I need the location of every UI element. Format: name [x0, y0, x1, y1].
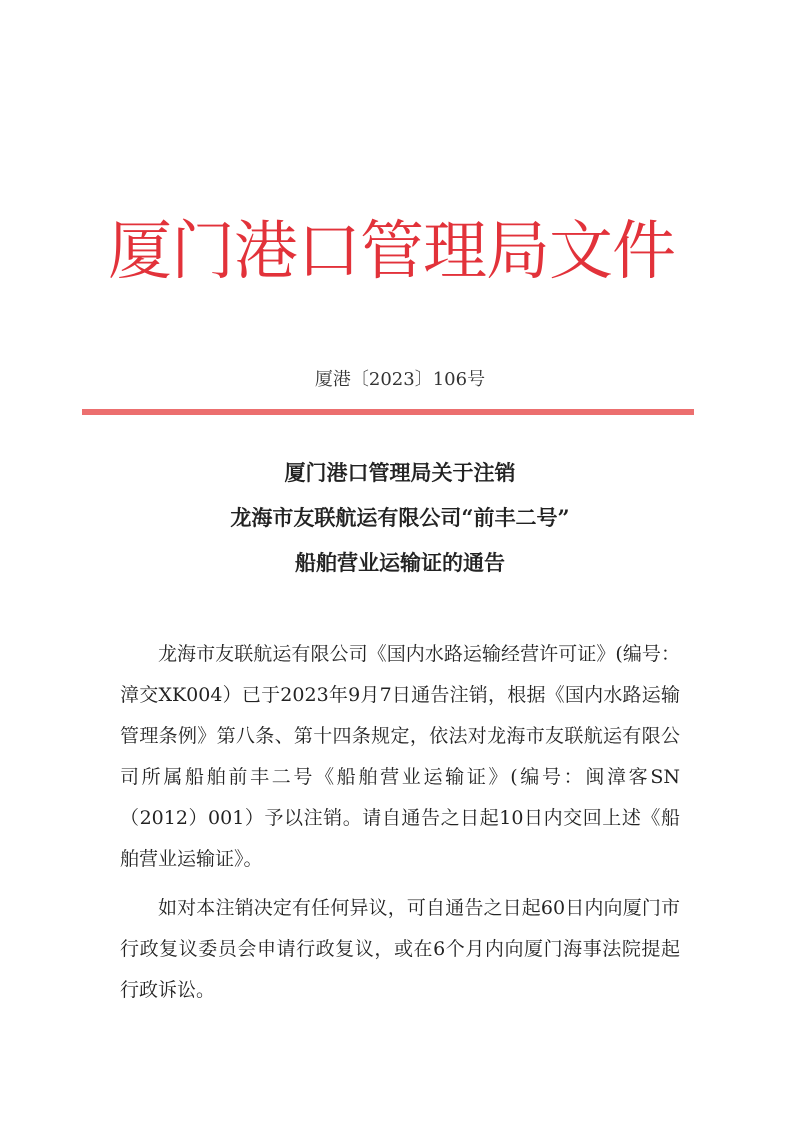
document-number: 厦港〔2023〕106号: [314, 369, 486, 390]
notice-title: [0, 450, 800, 585]
notice-title-line-1: 厦门港口管理局关于注销: [284, 460, 516, 485]
notice-title-line-2: 龙海市友联航运有限公司“前丰二号”: [230, 505, 570, 530]
notice-body: [120, 634, 680, 1011]
notice-title-line-3: 船舶营业运输证的通告: [295, 550, 505, 575]
red-divider-line: [82, 409, 694, 415]
body-paragraph-cancellation: 龙海市友联航运有限公司《国内水路运输经营许可证》(编号：漳交XK004）已于2023年9月7日通告注销，根据《国内水路运输管理条例》第八条、第十四条规定，依法对龙海市友联航运有限公司所属船舶前丰二号《船舶营业运输证》(编号：闽漳客SN（2012）001）予以注销。请自通告之日起10日内交回上述《船舶营业运输证》。: [120, 643, 680, 870]
agency-document-header: 厦门港口管理局文件: [108, 215, 675, 289]
body-paragraph-appeal-rights: 如对本注销决定有任何异议，可自通告之日起60日内向厦门市行政复议委员会申请行政复议，或在6个月内向厦门海事法院提起行政诉讼。: [120, 897, 680, 1001]
